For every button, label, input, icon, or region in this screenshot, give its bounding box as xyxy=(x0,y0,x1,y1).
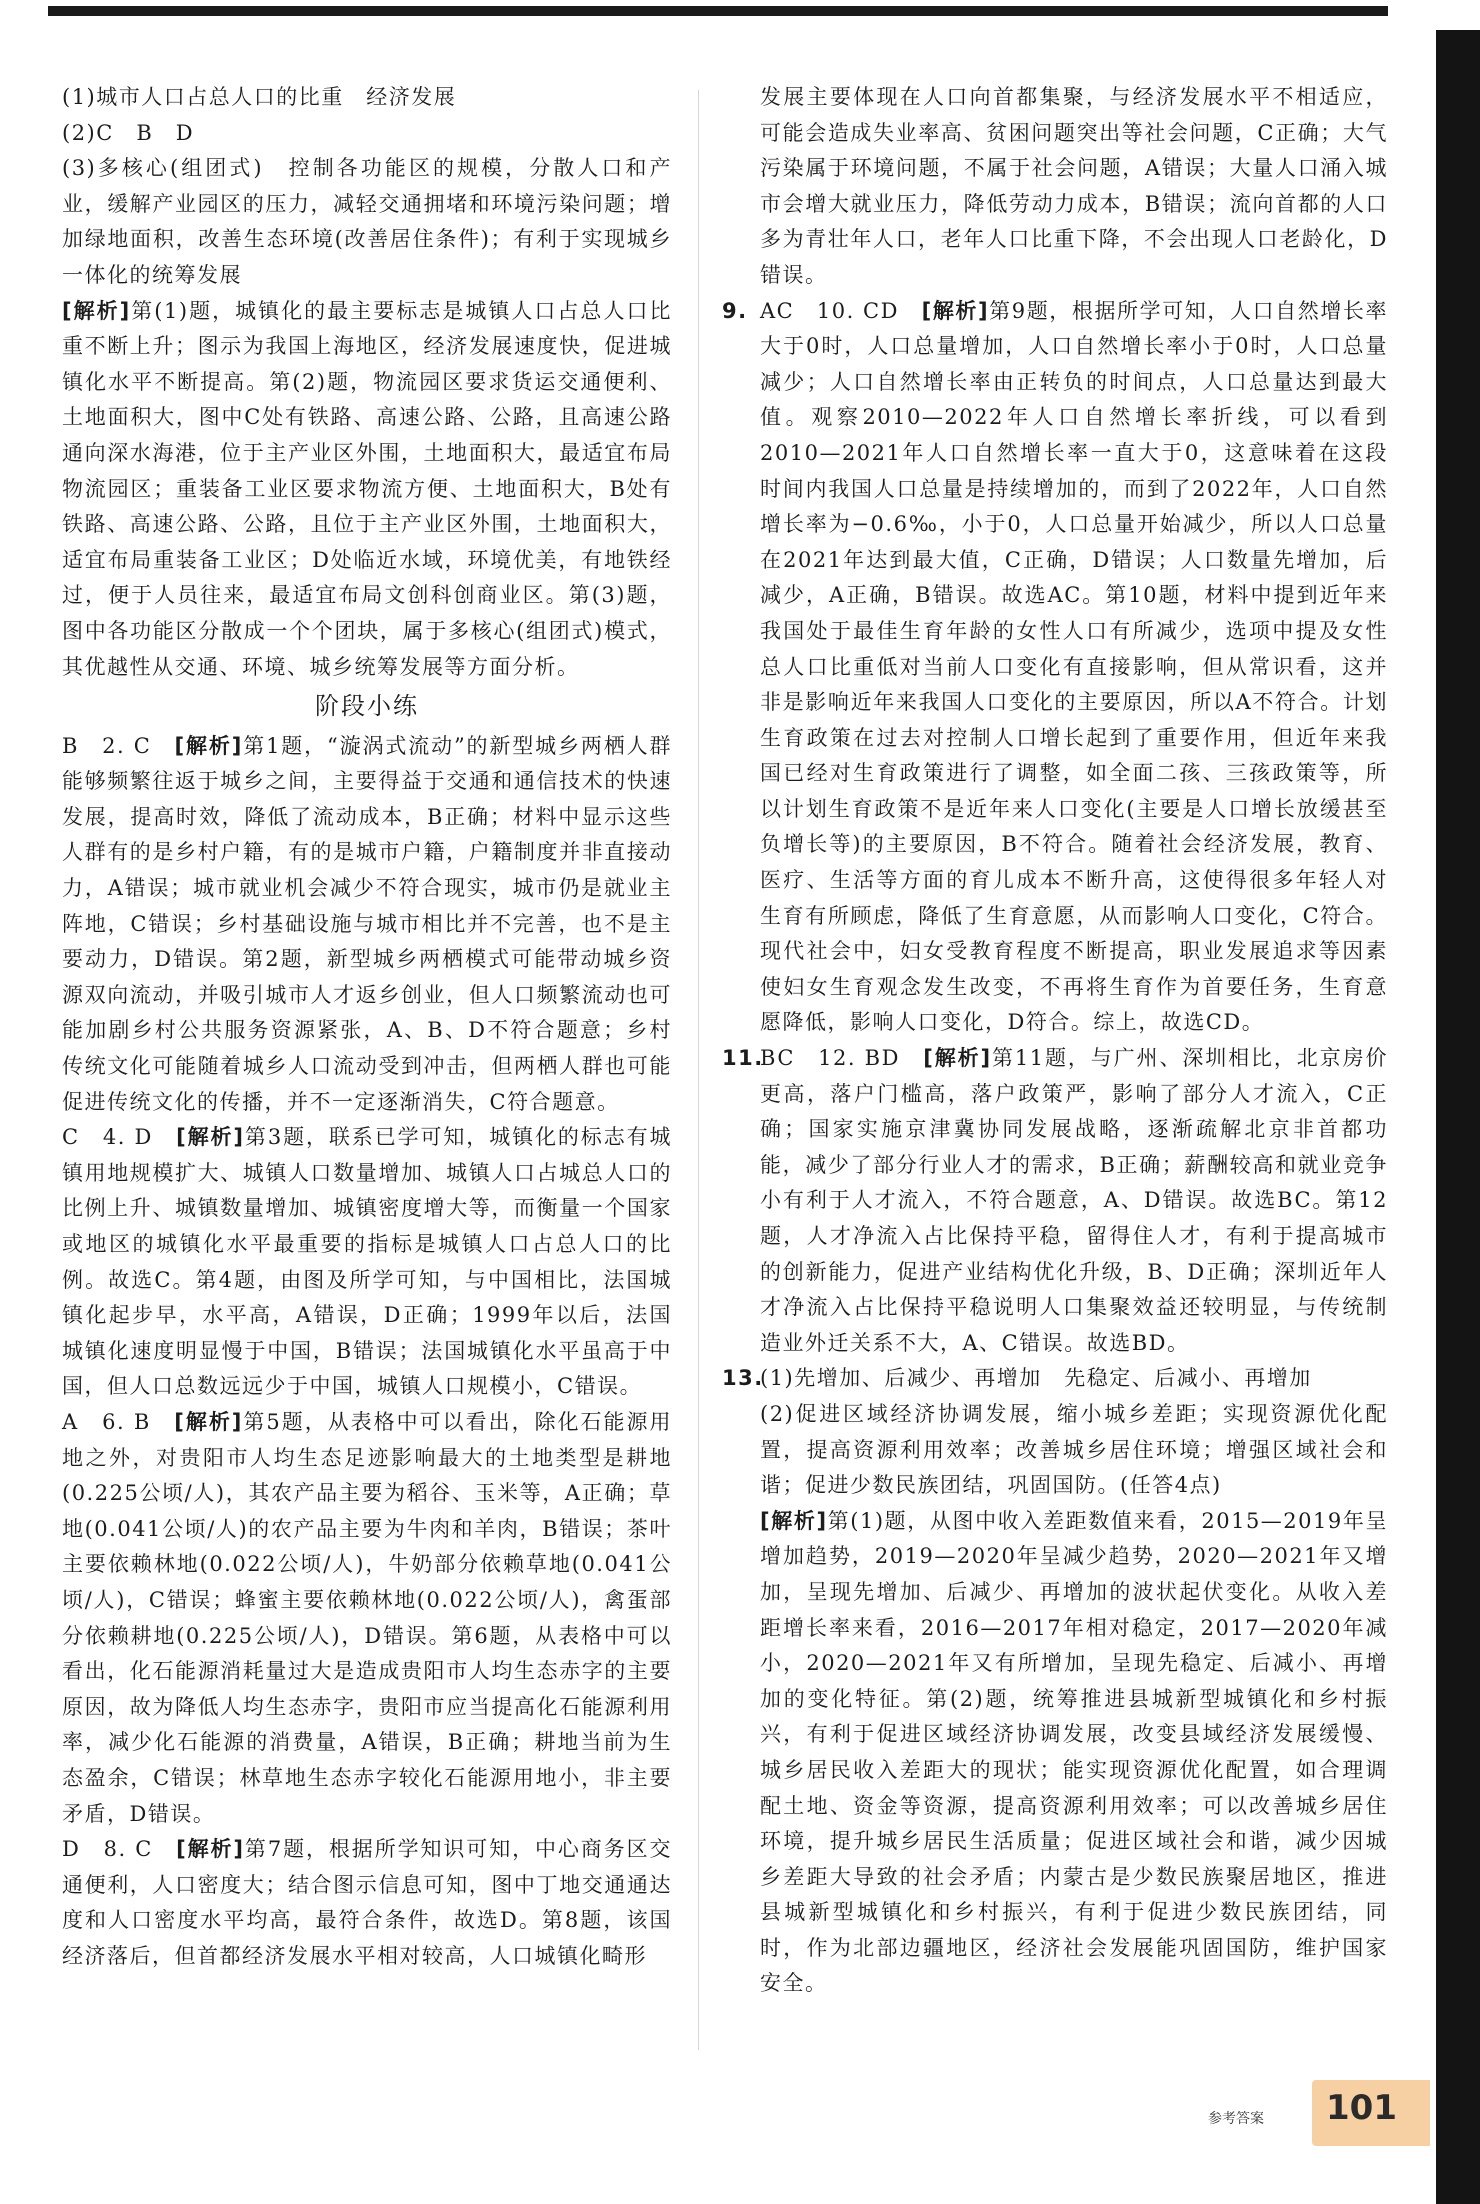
analysis-text: 第1题，“漩涡式流动”的新型城乡两栖人群能够频繁往返于城乡之间，主要得益于交通和通信技术的快速发展，提高时效，降低了流动成本，B正确；材料中显示这些人群有的是乡村户籍，有的是城市户籍，户籍制度并非直接动力，A错误；城市就业机会减少不符合现实，城市仍是就业主阵地，C错误；乡村基础设施与城市相比并不完善，也不是主要动力，D错误。第2题，新型城乡两栖模式可能带动城乡资源双向流动，并吸引城市人才返乡创业，但人口频繁流动也可能加剧乡村公共服务资源紧张，A、B、D不符合题意；乡村传统文化可能随着城乡人口流动受到冲击，但两栖人群也可能促进传统文化的传播，并不一定逐渐消失，C符合题意。 xyxy=(62,733,672,1114)
question-item xyxy=(722,294,1388,1041)
left-column xyxy=(62,80,672,1974)
analysis-label: [解析] xyxy=(760,1508,828,1533)
analysis-text: 第7题，根据所学知识可知，中心商务区交通便利，人口密度大；结合图示信息可知，图中丁地交通通达度和人口密度水平均高，最符合条件，故选D。第8题，该国经济落后，但首都经济发展水平相对较高，人口城镇化畸形 xyxy=(62,1837,672,1968)
answer-text: (1)先增加、后减少、再增加 先稳定、后减小、再增加 xyxy=(760,1366,1312,1391)
answer-key: A 6. B xyxy=(62,1409,175,1434)
page-number: 101 xyxy=(1326,2088,1397,2128)
analysis-text: 第(1)题，从图中收入差距数值来看，2015—2019年呈增加趋势，2019—2020年呈减少趋势，2020—2021年又增加，呈现先增加、后减少、再增加的波状起伏变化。从收入差距增长率来看，2016—2017年相对稳定，2017—2020年减小，2020—2021年又有所增加，呈现先稳定、后减小、再增加的变化特征。第(2)题，统筹推进县城新型城镇化和乡村振兴，有利于促进区域经济协调发展，改变县域经济发展缓慢、城乡居民收入差距大的现状；能实现资源优化配置，如合理调配土地、资金等资源，提高资源利用效率；可以改善城乡居住环境，提升城乡居民生活质量；促进区域社会和谐，减少因城乡差距大导致的社会矛盾；内蒙古是少数民族聚居地区，推进县城新型城镇化和乡村振兴，有利于促进少数民族团结，同时，作为北部边疆地区，经济社会发展能巩固国防，维护国家安全。 xyxy=(760,1508,1388,1996)
answer-line: (2)C B D xyxy=(62,120,195,145)
analysis-label: [解析] xyxy=(174,1409,243,1434)
analysis-label: [解析] xyxy=(174,733,243,758)
answer-key: AC 10. CD xyxy=(760,298,922,323)
right-column xyxy=(722,80,1388,2002)
analysis-text: 第5题，从表格中可以看出，除化石能源用地之外，对贵阳市人均生态足迹影响最大的土地类型是耕地(0.225公顷/人)，其农产品主要为稻谷、玉米等，A正确；草地(0.041公顷/人)的农产品主要为牛肉和羊肉，B错误；茶叶主要依赖林地(0.022公顷/人)，牛奶部分依赖草地(0.041公顷/人)，C错误；蜂蜜主要依赖林地(0.022公顷/人)，禽蛋部分依赖耕地(0.225公顷/人)，D错误。第6题，从表格中可以看出，化石能源消耗量过大是造成贵阳市人均生态赤字的主要原因，故为降低人均生态赤字，贵阳市应当提高化石能源利用率，减少化石能源的消费量，A错误，B正确；耕地当前为生态盈余，C错误；林草地生态赤字较化石能源用地小，非主要矛盾，D错误。 xyxy=(62,1409,673,1826)
question-item xyxy=(722,1041,1388,1361)
footer-section-label: 参考答案 xyxy=(1208,2111,1264,2127)
analysis-label: [解析] xyxy=(921,298,990,323)
answer-paragraph: (3)多核心(组团式) 控制各功能区的规模，分散人口和产业，缓解产业园区的压力，减轻交通拥堵和环境污染问题；增加绿地面积，改善生态环境(改善居住条件)；有利于实现城乡一体化的统筹发展 xyxy=(62,156,672,287)
answer-key: B 2. C xyxy=(62,733,175,758)
analysis-label: [解析] xyxy=(176,1837,245,1862)
analysis-paragraph xyxy=(62,1405,672,1832)
answer-key: C 4. D xyxy=(62,1125,177,1150)
analysis-text: 第3题，联系已学可知，城镇化的标志有城镇用地规模扩大、城镇人口数量增加、城镇人口占城总人口的比例上升、城镇数量增加、城镇密度增大等，而衡量一个国家或地区的城镇化水平最重要的指标是城镇人口占总人口的比例。故选C。第4题，由图及所学可知，与中国相比，法国城镇化起步早，水平高，A错误，D正确；1999年以后，法国城镇化速度明显慢于中国，B错误；法国城镇化水平虽高于中国，但人口总数远远少于中国，城镇人口规模小，C错误。 xyxy=(62,1125,672,1399)
analysis-continuation: 发展主要体现在人口向首都集聚，与经济发展水平不相适应，可能会造成失业率高、贫困问题突出等社会问题，C正确；大气污染属于环境问题，不属于社会问题，A错误；大量人口涌入城市会增大就业压力，降低劳动力成本，B错误；流向首都的人口多为青壮年人口，老年人口比重下降，不会出现人口老龄化，D错误。 xyxy=(760,85,1388,287)
analysis-text: 第(1)题，城镇化的最主要标志是城镇人口占总人口比重不断上升；图示为我国上海地区，经济发展速度快，促进城镇化水平不断提高。第(2)题，物流园区要求货运交通便利、土地面积大，图中C处有铁路、高速公路、公路，且高速公路通向深水海港，位于主产业区外围，土地面积大，最适宜布局物流园区；重装备工业区要求物流方便、土地面积大，B处有铁路、高速公路、公路，且位于主产业区外围，土地面积大，适宜布局重装备工业区；D处临近水域，环境优美，有地铁经过，便于人员往来，最适宜布局文创科创商业区。第(3)题，图中各功能区分散成一个个团块，属于多核心(组团式)模式，其优越性从交通、环境、城乡统筹发展等方面分析。 xyxy=(62,298,672,679)
section-heading: 阶段小练 xyxy=(315,692,419,721)
analysis-text: 第9题，根据所学可知，人口自然增长率大于0时，人口总量增加，人口自然增长率小于0时，人口总量减少；人口自然增长率由正转负的时间点，人口总量达到最大值。观察2010—2022年人口自然增长率折线，可以看到2010—2021年人口自然增长率一直大于0，这意味着在这段时间内我国人口总量是持续增加的，而到了2022年，人口自然增长率为−0.6‰，小于0，人口总量开始减少，所以人口总量在2021年达到最大值，C正确，D错误；人口数量先增加，后减少，A正确，B错误。故选AC。第10题，材料中提到近年来我国处于最佳生育年龄的女性人口有所减少，选项中提及女性总人口比重低对当前人口变化有直接影响，但从常识看，这并非是影响近年来我国人口变化的主要原因，所以A不符合。计划生育政策在过去对控制人口增长起到了重要作用，但近年来我国已经对生育政策进行了调整，如全面二孩、三孩政策等，所以计划生育政策不是近年来人口变化(主要是人口增长放缓甚至负增长等)的主要原因，B不符合。随着社会经济发展，教育、医疗、生活等方面的育儿成本不断升高，这使得很多年轻人对生育有所顾虑，降低了生育意愿，从而影响人口变化，C符合。现代社会中，妇女受教育程度不断提高，职业发展追求等因素使妇女生育观念发生改变，不再将生育作为首要任务，生育意愿降低，影响人口变化，D符合。综上，故选CD。 xyxy=(760,298,1388,1035)
analysis-label: [解析] xyxy=(923,1046,992,1071)
question-number: 11. xyxy=(722,1046,764,1071)
question-number: 9. xyxy=(722,298,748,323)
analysis-paragraph xyxy=(62,1832,672,1974)
analysis-paragraph xyxy=(722,1504,1388,2002)
analysis-paragraph xyxy=(62,729,672,1121)
column-divider xyxy=(698,90,699,2050)
right-page-edge xyxy=(1436,30,1480,2204)
answer-paragraph: (2)促进区域经济协调发展，缩小城乡差距；实现资源优化配置，提高资源利用效率；改善城乡居住环境；增强区域社会和谐；促进少数民族团结，巩固国防。(任答4点) xyxy=(760,1401,1388,1498)
question-item xyxy=(722,1361,1388,1397)
answer-line: (1)城市人口占总人口的比重 经济发展 xyxy=(62,85,457,109)
answer-key: D 8. C xyxy=(62,1837,177,1862)
question-number: 13. xyxy=(722,1366,764,1391)
analysis-paragraph xyxy=(62,294,672,686)
answer-key: BC 12. BD xyxy=(760,1046,924,1071)
top-border-rule xyxy=(48,6,1388,16)
analysis-paragraph xyxy=(62,1120,672,1405)
analysis-label: [解析] xyxy=(62,298,131,323)
analysis-label: [解析] xyxy=(176,1125,245,1150)
analysis-text: 第11题，与广州、深圳相比，北京房价更高，落户门槛高，落户政策严，影响了部分人才流入，C正确；国家实施京津冀协同发展战略，逐渐疏解北京非首都功能，减少了部分行业人才的需求，B正确；薪酬较高和就业竞争小有利于人才流入，不符合题意，A、D错误。故选BC。第12题，人才净流入占比保持平稳，留得住人才，有利于提高城市的创新能力，促进产业结构优化升级，B、D正确；深圳近年人才净流入占比保持平稳说明人口集聚效益还较明显，与传统制造业外迁关系不大，A、C错误。故选BD。 xyxy=(760,1046,1388,1355)
